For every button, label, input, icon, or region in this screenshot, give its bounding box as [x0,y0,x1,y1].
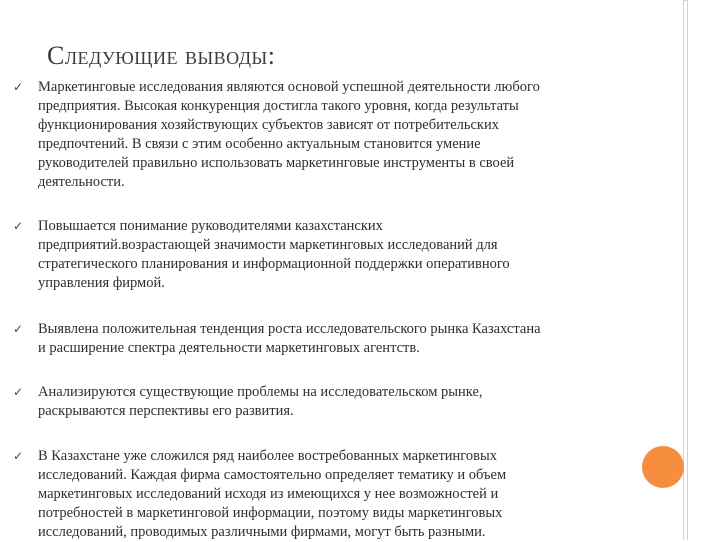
slide-title: Следующие выводы: [47,41,276,70]
checkmark-icon: ✓ [13,449,24,463]
frame-line-left [683,0,684,540]
bullet-text: Повышается понимание руководителями казахстанских предприятий.возрастающей значимости маркетинговых исследований для стратегического планирования и информационной поддержки оперативного управления фирмой. [38,218,510,291]
frame-top [683,0,688,1]
checkmark-icon: ✓ [13,322,24,336]
checkmark-icon: ✓ [13,219,24,233]
bullet-text: В Казахстане уже сложился ряд наиболее востребованных маркетинговых исследований. Каждая фирма самостоятельно определяет тематику и объем маркетинговых исследований исходя из имеющихся у нее возможностей и потребностей в маркетинговой информации, поэтому виды маркетинговых исследований, проводимых различными фирмами, могут быть разными. [38,448,507,540]
frame-line-right [687,0,688,540]
bullet-text: Выявлена положительная тенденция роста исследовательского рынка Казахстана и расширение спектра деятельности маркетинговых агентств. [38,321,541,356]
checkmark-icon: ✓ [13,80,24,94]
bullet-text: Анализируются существующие проблемы на исследовательском рынке, раскрываются перспективы его развития. [38,384,483,419]
bullet-text: Маркетинговые исследования являются основой успешной деятельности любого предприятия. Высокая конкуренция достигла такого уровня, когда результаты функционирования хозяйствующих субъектов зависят от потребительских предпочтений. В связи с этим особенно актуальным становится умение руководителей правильно использовать маркетинговые инструменты в своей деятельности. [38,79,540,190]
checkmark-icon: ✓ [13,385,24,399]
